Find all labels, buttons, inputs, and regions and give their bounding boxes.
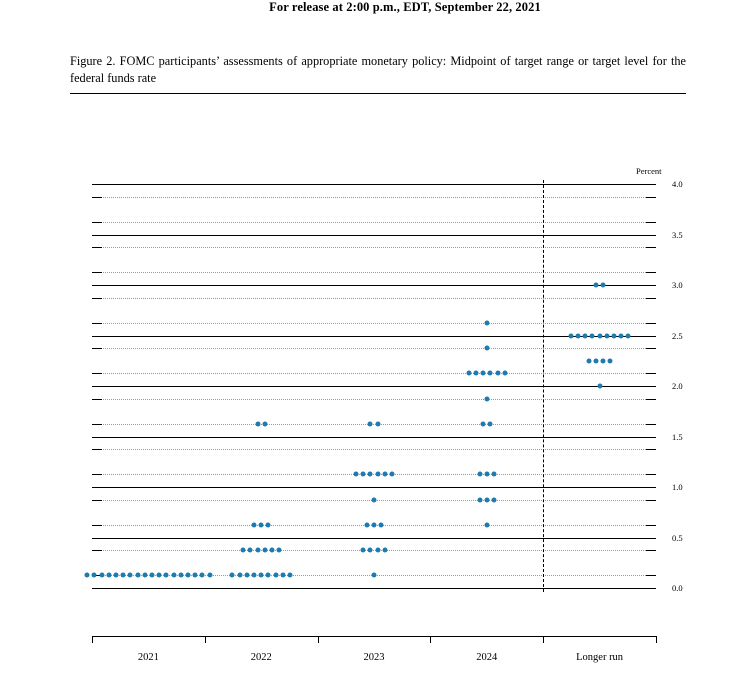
gridline-tick-left <box>92 500 102 501</box>
projection-dot <box>266 522 271 527</box>
gridline-minor <box>92 197 656 198</box>
gridline-tick-left <box>92 474 102 475</box>
projection-dot <box>121 573 126 578</box>
gridline-tick-right <box>646 500 656 501</box>
projection-dot <box>477 497 482 502</box>
gridline-major <box>92 285 656 286</box>
projection-dot <box>594 358 599 363</box>
projection-dot <box>492 497 497 502</box>
figure-label: Figure 2. <box>70 54 116 68</box>
x-axis-tick <box>205 636 206 643</box>
gridline-tick-right <box>646 474 656 475</box>
projection-dot <box>382 548 387 553</box>
projection-dot <box>586 358 591 363</box>
projection-dot <box>382 472 387 477</box>
gridline-tick-left <box>92 348 102 349</box>
x-axis-tick <box>318 636 319 643</box>
projection-dot <box>597 333 602 338</box>
gridline-minor <box>92 323 656 324</box>
unit-label: Percent <box>636 166 662 176</box>
projection-dot <box>372 573 377 578</box>
projection-dot <box>608 358 613 363</box>
projection-dot <box>248 548 253 553</box>
projection-dot <box>262 548 267 553</box>
projection-dot <box>259 573 264 578</box>
projection-dot <box>372 497 377 502</box>
projection-dot <box>484 472 489 477</box>
y-axis-tick-label: 0.0 <box>672 583 683 593</box>
gridline-tick-right <box>646 525 656 526</box>
gridline-tick-left <box>92 323 102 324</box>
projection-dot <box>270 548 275 553</box>
gridline-tick-right <box>646 247 656 248</box>
y-axis-tick-label: 3.0 <box>672 280 683 290</box>
projection-dot <box>164 573 169 578</box>
projection-dot <box>255 421 260 426</box>
gridline-tick-right <box>646 197 656 198</box>
projection-dot <box>484 346 489 351</box>
projection-dot <box>171 573 176 578</box>
projection-dot <box>262 421 267 426</box>
gridline-tick-left <box>92 373 102 374</box>
release-note-text: For release at 2:00 p.m., EDT, September 22, 2021 <box>269 0 541 14</box>
gridline-tick-right <box>646 272 656 273</box>
x-axis-tick <box>543 636 544 643</box>
projection-dot <box>92 573 97 578</box>
projection-dot <box>484 497 489 502</box>
projection-dot <box>230 573 235 578</box>
x-axis-category-label: Longer run <box>576 652 624 663</box>
projection-dot <box>390 472 395 477</box>
projection-dot <box>601 358 606 363</box>
gridline-tick-left <box>92 449 102 450</box>
projection-dot <box>255 548 260 553</box>
projection-dot <box>273 573 278 578</box>
gridline-major <box>92 487 656 488</box>
projection-dot <box>368 472 373 477</box>
projection-dot <box>619 333 624 338</box>
projection-dot <box>481 371 486 376</box>
gridline-tick-left <box>92 550 102 551</box>
projection-dot <box>484 320 489 325</box>
y-axis-tick-label: 0.5 <box>672 532 683 543</box>
projection-dot <box>597 384 602 389</box>
gridline-major <box>92 386 656 387</box>
gridline-tick-left <box>92 525 102 526</box>
gridline-tick-right <box>646 399 656 400</box>
gridline-tick-right <box>646 575 656 576</box>
projection-dot <box>379 522 384 527</box>
y-axis-tick-label: 1.5 <box>672 431 683 442</box>
projection-dot <box>241 548 246 553</box>
projection-dot <box>244 573 249 578</box>
x-axis-tick <box>430 636 431 643</box>
projection-dot <box>252 573 257 578</box>
gridline-minor <box>92 449 656 450</box>
gridline-major <box>92 538 656 539</box>
gridline-minor <box>92 424 656 425</box>
projection-dot <box>259 522 264 527</box>
dot-plot-chart <box>70 160 686 663</box>
gridline-minor <box>92 399 656 400</box>
gridline-tick-right <box>646 323 656 324</box>
gridline-major <box>92 184 656 185</box>
figure-caption <box>70 53 686 87</box>
projection-dot <box>178 573 183 578</box>
projection-dot <box>601 283 606 288</box>
projection-dot <box>484 396 489 401</box>
projection-dot <box>590 333 595 338</box>
gridline-tick-right <box>646 550 656 551</box>
x-axis-category-label: 2024 <box>476 652 498 663</box>
y-axis-tick-label: 2.5 <box>672 330 683 341</box>
projection-dot <box>492 472 497 477</box>
gridline-tick-left <box>92 197 102 198</box>
x-axis-line <box>92 588 656 589</box>
x-axis-category-label: 2023 <box>363 652 385 663</box>
projection-dot <box>375 472 380 477</box>
y-axis-tick-label: 3.5 <box>672 229 683 240</box>
projection-dot <box>484 522 489 527</box>
projection-dot <box>375 548 380 553</box>
gridline-tick-left <box>92 222 102 223</box>
projection-dot <box>114 573 119 578</box>
projection-dot <box>99 573 104 578</box>
release-note <box>0 0 740 15</box>
projection-dot <box>502 371 507 376</box>
gridline-tick-right <box>646 424 656 425</box>
gridline-minor <box>92 373 656 374</box>
projection-dot <box>142 573 147 578</box>
gridline-tick-right <box>646 298 656 299</box>
projection-dot <box>266 573 271 578</box>
projection-dot <box>488 371 493 376</box>
projection-dot <box>128 573 133 578</box>
x-axis-tick <box>92 636 93 643</box>
gridline-tick-right <box>646 222 656 223</box>
projection-dot <box>361 548 366 553</box>
projection-dot <box>568 333 573 338</box>
gridline-minor <box>92 272 656 273</box>
projection-dot <box>375 421 380 426</box>
gridline-tick-left <box>92 298 102 299</box>
projection-dot <box>474 371 479 376</box>
projection-dot <box>150 573 155 578</box>
projection-dot <box>368 421 373 426</box>
y-axis-tick-label: 4.0 <box>672 179 683 189</box>
gridline-tick-left <box>92 247 102 248</box>
projection-dot <box>372 522 377 527</box>
projection-dot <box>280 573 285 578</box>
gridline-minor <box>92 550 656 551</box>
y-axis-tick-label: 1.0 <box>672 482 683 492</box>
gridline-tick-left <box>92 272 102 273</box>
figure-caption-text: FOMC participants’ assessments of appropriate monetary policy: Midpoint of target range or target level for the federal funds rate <box>70 54 686 85</box>
projection-dot <box>135 573 140 578</box>
plot-area <box>92 179 683 663</box>
gridline-minor <box>92 474 656 475</box>
projection-dot <box>495 371 500 376</box>
x-axis-category-label: 2022 <box>250 652 272 663</box>
gridline-tick-left <box>92 399 102 400</box>
x-axis-baseline <box>92 636 656 637</box>
projection-dot <box>354 472 359 477</box>
projection-dot <box>106 573 111 578</box>
projection-dot <box>594 283 599 288</box>
projection-dot <box>364 522 369 527</box>
x-axis-category-label: 2021 <box>137 652 159 663</box>
gridline-major <box>92 235 656 236</box>
gridline-minor <box>92 298 656 299</box>
projection-dot <box>85 573 90 578</box>
gridline-minor <box>92 247 656 248</box>
projection-dot <box>288 573 293 578</box>
projection-dot <box>186 573 191 578</box>
projection-dot <box>252 522 257 527</box>
x-axis-tick <box>656 636 657 643</box>
projection-dot <box>604 333 609 338</box>
projection-dot <box>157 573 162 578</box>
y-axis-tick-label: 2.0 <box>672 381 683 391</box>
gridline-tick-right <box>646 449 656 450</box>
projection-dot <box>207 573 212 578</box>
projection-dot <box>626 333 631 338</box>
projection-dot <box>368 548 373 553</box>
gridline-minor <box>92 348 656 349</box>
projection-dot <box>200 573 205 578</box>
projection-dot <box>488 421 493 426</box>
gridline-tick-right <box>646 373 656 374</box>
projection-dot <box>466 371 471 376</box>
projection-dot <box>612 333 617 338</box>
projection-dot <box>361 472 366 477</box>
projection-dot <box>576 333 581 338</box>
projection-dot <box>477 472 482 477</box>
gridline-tick-left <box>92 424 102 425</box>
longer-run-divider <box>543 180 544 592</box>
projection-dot <box>583 333 588 338</box>
caption-divider <box>70 93 686 94</box>
projection-dot <box>277 548 282 553</box>
gridline-minor <box>92 222 656 223</box>
gridline-major <box>92 437 656 438</box>
gridline-tick-right <box>646 348 656 349</box>
projection-dot <box>481 421 486 426</box>
projection-dot <box>193 573 198 578</box>
projection-dot <box>237 573 242 578</box>
